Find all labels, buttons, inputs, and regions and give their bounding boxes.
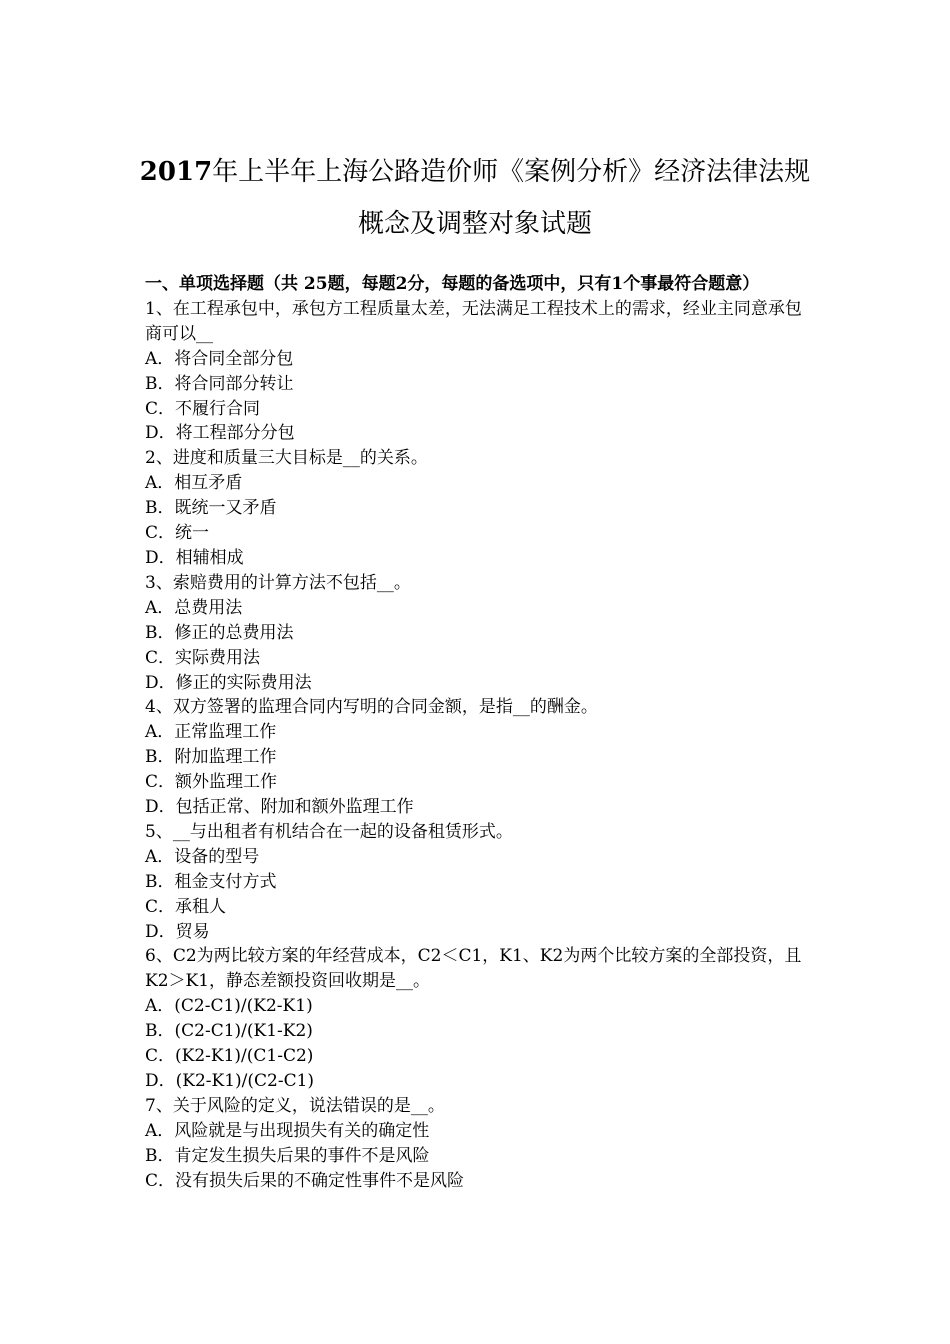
question-block — [145, 820, 810, 945]
option-item: C．不履行合同 — [145, 398, 261, 419]
question-text: 7、关于风险的定义，说法错误的是__。 — [145, 1095, 445, 1116]
option-item: B．既统一又矛盾 — [145, 498, 277, 519]
option-item: A．将合同全部分包 — [145, 348, 294, 369]
question-block — [145, 297, 810, 446]
title-year: 2017 — [139, 157, 213, 187]
option-item: D．包括正常、附加和额外监理工作 — [145, 797, 414, 818]
question-block — [145, 571, 810, 696]
option-item: B．将合同部分转让 — [145, 373, 294, 394]
option-item: B．肯定发生损失后果的事件不是风险 — [145, 1145, 430, 1166]
title-line-1-text: 年上半年上海公路造价师《案例分析》经济法律法规 — [212, 157, 811, 187]
option-item: C．额外监理工作 — [145, 772, 278, 793]
option-item: D．相辅相成 — [145, 547, 244, 568]
option-item: C．没有损失后果的不确定性事件不是风险 — [145, 1170, 465, 1191]
question-text: 1、在工程承包中，承包方工程质量太差，无法满足工程技术上的需求，经业主同意承包商可以__ — [145, 298, 802, 344]
option-item: A．相互矛盾 — [145, 473, 243, 494]
option-item: A．(C2-C1)/(K2-K1) — [145, 996, 313, 1017]
question-text: 5、__与出租者有机结合在一起的设备租赁形式。 — [145, 821, 513, 842]
question-block — [145, 944, 810, 1093]
option-item: B．租金支付方式 — [145, 871, 277, 892]
option-item: A．设备的型号 — [145, 846, 260, 867]
section-heading: 一、单项选择题（共 25题，每题2分，每题的备选项中，只有1个事最符合题意） — [145, 274, 760, 294]
option-item: C．(K2-K1)/(C1-C2) — [145, 1046, 314, 1067]
question-block — [145, 446, 810, 571]
option-item: A．总费用法 — [145, 597, 243, 618]
option-item: D．修正的实际费用法 — [145, 672, 312, 693]
document-title — [110, 146, 840, 250]
question-block — [145, 695, 810, 820]
option-item: C．承租人 — [145, 896, 227, 917]
question-text: 6、C2为两比较方案的年经营成本，C2＜C1，K1、K2为两个比较方案的全部投资，且K2＞K1，静态差额投资回收期是__。 — [145, 946, 802, 992]
question-text: 2、进度和质量三大目标是__的关系。 — [145, 448, 428, 469]
title-line-2: 概念及调整对象试题 — [357, 209, 592, 239]
option-item: D．将工程部分分包 — [145, 423, 295, 444]
title-line-1 — [110, 146, 840, 198]
option-item: D．(K2-K1)/(C2-C1) — [145, 1071, 315, 1091]
question-block — [145, 1094, 810, 1194]
question-text: 4、双方签署的监理合同内写明的合同金额，是指__的酬金。 — [145, 697, 598, 718]
option-item: C．实际费用法 — [145, 647, 261, 668]
option-item: A．正常监理工作 — [145, 722, 277, 743]
option-item: B．(C2-C1)/(K1-K2) — [145, 1021, 313, 1042]
option-item: B．修正的总费用法 — [145, 622, 294, 643]
option-item: C．统一 — [145, 523, 210, 544]
question-text: 3、索赔费用的计算方法不包括__。 — [145, 572, 411, 593]
option-item: B．附加监理工作 — [145, 747, 277, 768]
option-item: A．风险就是与出现损失有关的确定性 — [145, 1120, 430, 1141]
document-body — [145, 272, 810, 1194]
option-item: D．贸易 — [145, 921, 210, 942]
